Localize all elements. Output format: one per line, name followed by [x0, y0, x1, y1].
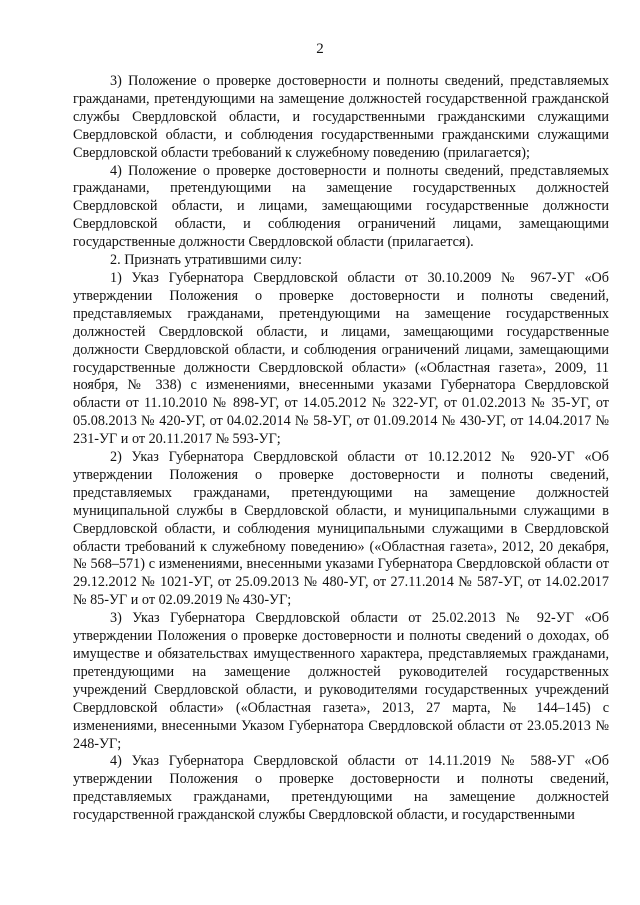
paragraph-repealed-decree-2: 2) Указ Губернатора Свердловской области от 10.12.2012 № 920-УГ «Об утверждении Положения о проверке достоверности и полноты сведений, представляемых гражданами, претендующими на замещение должностей муниципальной службы в Свердловской области, и муниципальными служащими в Свердловской области, и соблюдения муниципальными служащими в Свердловской области требований к служебному поведению» («Областная газета», 2012, 20 декабря, № 568–571) с изменениями, внесенными указами Губернатора Свердловской области от 29.12.2012 № 1021-УГ, от 25.09.2013 № 480-УГ, от 27.11.2014 № 587-УГ, от 14.02.2017 № 85-УГ и от 02.09.2019 № 430-УГ; [73, 449, 609, 609]
document-body [73, 73, 609, 825]
paragraph-repealed-decree-3: 3) Указ Губернатора Свердловской области от 25.02.2013 № 92-УГ «Об утверждении Положения о проверке достоверности и полноты сведений о доходах, об имуществе и обязательствах имущественного характера, представляемых гражданами, претендующими на замещение должностей руководителей государственных учреждений Свердловской области, и руководителями государственных учреждений Свердловской области» («Областная газета», 2013, 27 марта, № 144–145) с изменениями, внесенными Указом Губернатора Свердловской области от 23.05.2013 № 248-УГ; [73, 610, 609, 752]
paragraph-item-4-regulation-state-positions: 4) Положение о проверке достоверности и полноты сведений, представляемых гражданами, претендующими на замещение государственных должностей Свердловской области, и лицами, замещающими государственные должности Свердловской области, и соблюдения ограничений лицами, замещающими государственные должности Свердловской области (прилагается). [73, 162, 609, 251]
paragraph-repealed-decree-1: 1) Указ Губернатора Свердловской области от 30.10.2009 № 967-УГ «Об утверждении Положения о проверке достоверности и полноты сведений, представляемых гражданами, претендующими на замещение государственных должностей Свердловской области, и лицами, замещающими государственные должности Свердловской области, и соблюдения ограничений лицами, замещающими государственные должности Свердловской области» («Областная газета», 2009, 11 ноября, № 338) с изменениями, внесенными указами Губернатора Свердловской области от 11.10.2010 № 898-УГ, от 14.05.2012 № 322-УГ, от 01.02.2013 № 35-УГ, от 05.08.2013 № 420-УГ, от 04.02.2014 № 58-УГ, от 01.09.2014 № 430-УГ, от 14.04.2017 № 231-УГ и от 20.11.2017 № 593-УГ; [73, 269, 609, 448]
paragraph-item-3-regulation-civil-servants: 3) Положение о проверке достоверности и полноты сведений, представляемых гражданами, претендующими на замещение должностей государственной гражданской службы Свердловской области, и государственными гражданскими служащими Свердловской области, и соблюдения государственными гражданскими служащими Свердловской области требований к служебному поведению (прилагается); [73, 73, 609, 161]
paragraph-repealed-decree-4: 4) Указ Губернатора Свердловской области от 14.11.2019 № 588-УГ «Об утверждении Положения о проверке достоверности и полноты сведений, представляемых гражданами, претендующими на замещение должностей государственной гражданской службы Свердловской области, и государственными [73, 753, 609, 824]
page-number: 2 [316, 41, 324, 57]
paragraph-section-2-heading: 2. Признать утратившими силу: [110, 252, 302, 269]
